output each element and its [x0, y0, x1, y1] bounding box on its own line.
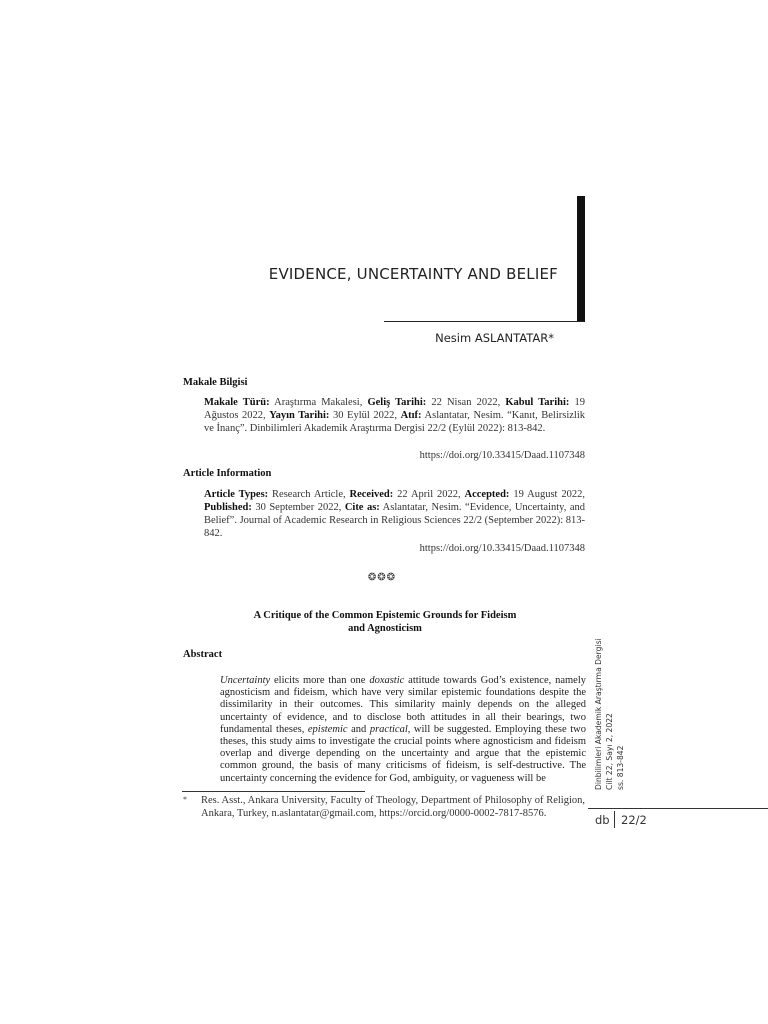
issue-number: 22/2 [621, 813, 647, 827]
abstract-part-1: elicits more than one [270, 675, 370, 686]
tr-published-label: Yayın Tarihi: [269, 410, 330, 421]
en-accepted-value: 19 August 2022, [509, 489, 585, 500]
en-type-label: Article Types: [204, 489, 269, 500]
abstract-heading: Abstract [183, 649, 223, 660]
abstract-term-uncertainty: Uncertainty [220, 675, 271, 686]
title-vertical-bar [577, 196, 585, 322]
abstract-part-4: , will be suggested. Employing these two theses, this study aims to investigate the crucial points where agnosticism and fideism overlap and diverge depending on the uncertainty and argue that the epistemic common ground, the basis of many criticisms of fideism, is self-destructive. The uncertainty concerning the evidence for God, ambiguity, or vagueness will be [220, 723, 586, 784]
makale-bilgisi-text [204, 396, 585, 435]
tr-accepted-value: 19 Ağustos 2022, [204, 397, 586, 421]
paper-title-line2: and Agnosticism [348, 623, 422, 634]
side-volume: Cilt 22, Sayı 2, 2022 [605, 713, 614, 790]
article-information-text [204, 488, 585, 540]
en-received-label: Received: [349, 489, 394, 500]
side-journal-name: Dinbilimleri Akademik Araştırma Dergisi [594, 638, 603, 790]
abstract-part-2: attitude towards God’s existence, namely agnosticism and fideism, which have very similar epistemic foundations despite the dissimilarity in their outcomes. This similarity mainly depends on the alleged uncertainty of evidence, and to disclose both attitudes in all their bearings, two fundamental theses, [220, 675, 586, 735]
abstract-part-3: and [347, 723, 370, 735]
article-information-heading: Article Information [183, 468, 272, 479]
en-type-value: Research Article, [268, 489, 350, 500]
tr-accepted-label: Kabul Tarihi: [505, 397, 570, 408]
tr-doi-link[interactable]: https://doi.org/10.33415/Daad.1107348 [419, 450, 585, 461]
makale-bilgisi-heading: Makale Bilgisi [183, 377, 248, 388]
footnote-text: Res. Asst., Ankara University, Faculty of Theology, Department of Philosophy of Religion, Ankara, Turkey, n.aslantatar@gmail.com, https://orcid.org/0000-0002-7817-8576. [201, 795, 585, 819]
tr-received-value: 22 Nisan 2022, [426, 397, 506, 408]
en-received-value: 22 April 2022, [393, 489, 465, 500]
side-pages: ss. 813-842 [616, 745, 625, 790]
en-doi-link[interactable]: https://doi.org/10.33415/Daad.1107348 [419, 543, 585, 554]
en-published-label: Published: [204, 502, 252, 513]
abstract-term-practical: practical [369, 723, 408, 735]
en-published-value: 30 September 2022, [251, 502, 345, 513]
title-underline [384, 321, 584, 322]
abstract-term-doxastic: doxastic [369, 675, 405, 686]
en-accepted-label: Accepted: [464, 489, 510, 500]
page-tag-separator [614, 811, 615, 828]
article-title: EVIDENCE, UNCERTAINTY AND BELIEF [268, 265, 558, 283]
side-margin [593, 630, 631, 790]
paper-title-line1: A Critique of the Common Epistemic Grounds for Fideism [253, 610, 517, 621]
abstract-term-epistemic: epistemic [307, 723, 348, 735]
en-cite-value: Aslantatar, Nesim. “Evidence, Uncertainty, and Belief”. Journal of Academic Research in Religious Sciences 22/2 (September 2022): 813-842. [204, 502, 585, 539]
en-cite-label: Cite as: [344, 502, 380, 513]
abstract-body [220, 675, 586, 785]
tr-received-label: Geliş Tarihi: [367, 397, 427, 408]
journal-abbrev: db [595, 813, 610, 827]
tr-cite-value: Aslantatar, Nesim. “Kanıt, Belirsizlik ve İnanç”. Dinbilimleri Akademik Araştırma Dergisi 22/2 (Eylül 2022): 813-842. [204, 410, 586, 434]
section-ornament: ❂❂❂ [368, 572, 397, 583]
tr-cite-label: Atıf: [400, 410, 422, 421]
tr-published-value: 30 Eylül 2022, [329, 410, 401, 421]
author-name: Nesim ASLANTATAR* [435, 331, 554, 345]
page-tag-rule [588, 808, 768, 809]
tr-type-label: Makale Türü: [204, 397, 270, 408]
tr-type-value: Araştırma Makalesi, [269, 397, 368, 408]
footnote-rule [182, 791, 365, 792]
side-margin-text [593, 630, 631, 790]
footnote-mark: * [183, 795, 187, 804]
paper-title [200, 609, 570, 635]
